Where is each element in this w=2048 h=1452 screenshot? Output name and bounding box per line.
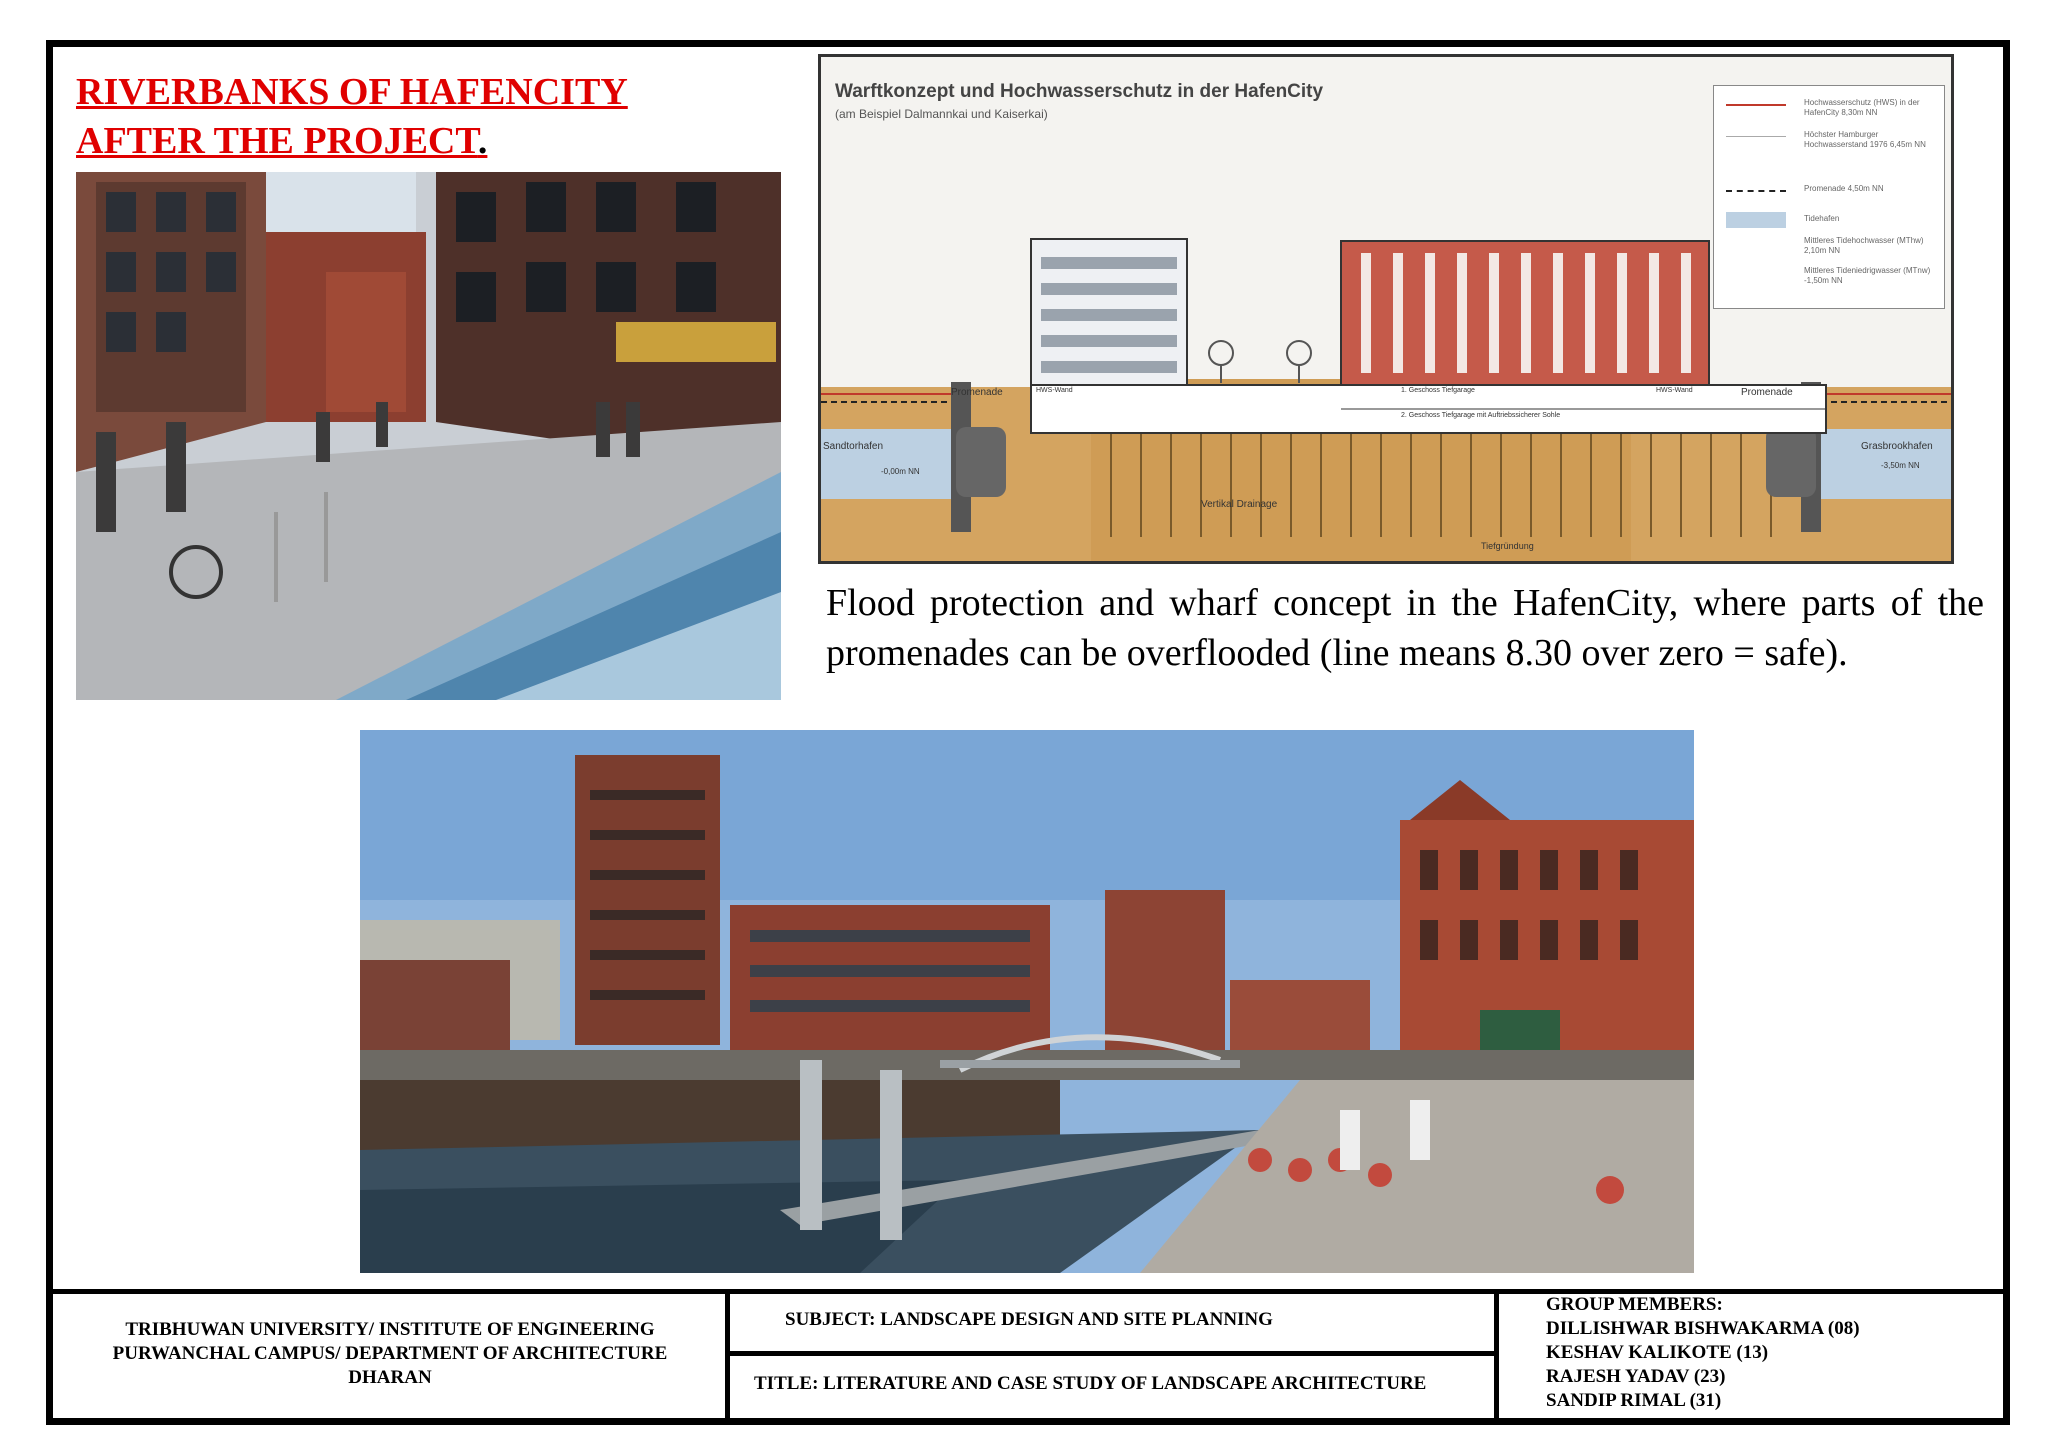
member-name: RAJESH YADAV (23): [1546, 1366, 1726, 1387]
heading-dot: .: [477, 120, 488, 162]
label-harbour-left: Sandtorhafen: [823, 441, 884, 452]
footer-subject: SUBJECT: LANDSCAPE DESIGN AND SITE PLANNING: [785, 1309, 1273, 1330]
label-promenade-left: Promenade: [951, 387, 1003, 398]
legend-item: Hochwasserschutz (HWS) in der HafenCity 8,30m NN: [1804, 98, 1920, 117]
institution-line: DHARAN: [348, 1367, 432, 1388]
wharf-flood-protection-diagram: [818, 54, 1954, 564]
diagram-legend: [1713, 85, 1945, 309]
label-hws-left: HWS-Wand: [1036, 387, 1073, 394]
label-hws-right: HWS-Wand: [1656, 387, 1693, 394]
footer-group-members: [1546, 1293, 1860, 1413]
footer-title: TITLE: LITERATURE AND CASE STUDY OF LANDSCAPE ARCHITECTURE: [754, 1373, 1427, 1394]
member-name: SANDIP RIMAL (31): [1546, 1390, 1722, 1411]
heading-line-1: RIVERBANKS OF HAFENCITY: [76, 71, 628, 113]
members-label: GROUP MEMBERS:: [1546, 1294, 1723, 1315]
institution-line: TRIBHUWAN UNIVERSITY/ INSTITUTE OF ENGINEERING: [125, 1319, 655, 1340]
street-promenade-photo: [76, 172, 781, 700]
member-name: KESHAV KALIKOTE (13): [1546, 1342, 1769, 1363]
legend-item: Tidehafen: [1804, 214, 1840, 223]
label-promenade-right: Promenade: [1741, 387, 1793, 398]
legend-max-swatch: [1726, 136, 1786, 137]
legend-item: Promenade 4,50m NN: [1804, 184, 1884, 193]
label-drainage: Vertikal Drainage: [1201, 499, 1278, 510]
legend-tide-swatch: [1726, 212, 1786, 228]
label-garage-2: 2. Geschoss Tiefgarage mit Auftriebssicherer Sohle: [1401, 412, 1561, 419]
page-heading: [76, 68, 628, 166]
legend-item: Mittleres Tidehochwasser (MThw) 2,10m NN: [1804, 236, 1924, 255]
heading-line-2: AFTER THE PROJECT: [76, 120, 478, 162]
diagram-caption: Flood protection and wharf concept in the HafenCity, where parts of the promenades can be overflooded (line means 8.30 over zero = safe).: [826, 582, 1984, 674]
label-foundation: Tiefgründung: [1481, 541, 1534, 551]
diagram-title: Warftkonzept und Hochwasserschutz in der HafenCity: [835, 81, 1324, 102]
label-harbour-right: Grasbrookhafen: [1861, 441, 1933, 452]
diagram-subtitle: (am Beispiel Dalmannkai und Kaiserkai): [835, 107, 1048, 121]
label-level-right: -3,50m NN: [1881, 461, 1920, 470]
legend-hws-swatch: [1726, 104, 1786, 106]
member-name: DILLISHWAR BISHWAKARMA (08): [1546, 1318, 1860, 1339]
label-garage-1: 1. Geschoss Tiefgarage: [1401, 387, 1475, 394]
legend-promenade-swatch: [1726, 190, 1786, 192]
footer-institution: [60, 1318, 720, 1390]
harbour-panorama-photo: [360, 730, 1694, 1273]
legend-item: Mittleres Tideniedrigwasser (MTnw) -1,50m NN: [1804, 266, 1931, 285]
legend-item: Höchster Hamburger Hochwasserstand 1976 6,45m NN: [1804, 130, 1926, 149]
label-level-left: -0,00m NN: [881, 467, 920, 476]
institution-line: PURWANCHAL CAMPUS/ DEPARTMENT OF ARCHITECTURE: [112, 1343, 668, 1364]
